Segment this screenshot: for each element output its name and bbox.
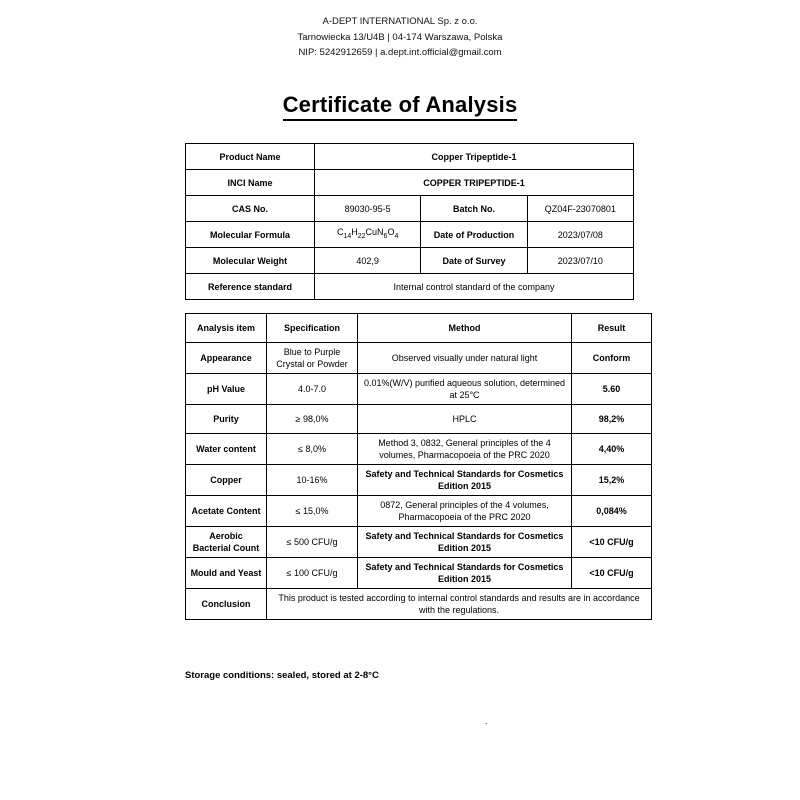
conclusion-label: Conclusion xyxy=(186,589,267,620)
row-method: 0.01%(W/V) purified aqueous solution, determined at 25°C xyxy=(358,374,572,405)
company-contact: NIP: 5242912659 | a.dept.int.official@gmail.com xyxy=(298,47,502,58)
table-row xyxy=(186,434,652,465)
batch-no-value: QZ04F-23070801 xyxy=(527,196,633,222)
row-item: Water content xyxy=(186,434,267,465)
row-spec: Blue to Purple Crystal or Powder xyxy=(267,343,358,374)
table-header-row xyxy=(186,314,652,343)
company-header xyxy=(0,14,800,61)
row-spec: ≤ 500 CFU/g xyxy=(267,527,358,558)
batch-no-label: Batch No. xyxy=(421,196,527,222)
row-item: Purity xyxy=(186,405,267,434)
analysis-results-table xyxy=(185,313,652,620)
row-spec: ≤ 100 CFU/g xyxy=(267,558,358,589)
row-result: <10 CFU/g xyxy=(572,527,652,558)
molecular-weight-value: 402,9 xyxy=(315,248,421,274)
row-result: 4,40% xyxy=(572,434,652,465)
reference-standard-label: Reference standard xyxy=(186,274,315,300)
table-row xyxy=(186,170,634,196)
table-row xyxy=(186,274,634,300)
row-spec: ≤ 8,0% xyxy=(267,434,358,465)
table-row xyxy=(186,374,652,405)
table-row xyxy=(186,527,652,558)
page-title xyxy=(0,92,800,118)
row-result: 98,2% xyxy=(572,405,652,434)
row-spec: ≥ 98,0% xyxy=(267,405,358,434)
table-row xyxy=(186,343,652,374)
row-spec: 10-16% xyxy=(267,465,358,496)
column-header-result: Result xyxy=(572,314,652,343)
company-name: A-DEPT INTERNATIONAL Sp. z o.o. xyxy=(322,16,478,27)
row-spec: ≤ 15,0% xyxy=(267,496,358,527)
row-result: 15,2% xyxy=(572,465,652,496)
product-name-label: Product Name xyxy=(186,144,315,170)
storage-conditions: Storage conditions: sealed, stored at 2-8°C xyxy=(185,670,379,681)
page-title-text: Certificate of Analysis xyxy=(283,92,518,121)
row-item: pH Value xyxy=(186,374,267,405)
row-item: Aerobic Bacterial Count xyxy=(186,527,267,558)
table-row xyxy=(186,558,652,589)
date-of-survey-label: Date of Survey xyxy=(421,248,527,274)
conclusion-text: This product is tested according to internal control standards and results are in accordance with the regulations. xyxy=(267,589,652,620)
row-result: 5.60 xyxy=(572,374,652,405)
row-method: 0872, General principles of the 4 volumes, Pharmacopoeia of the PRC 2020 xyxy=(358,496,572,527)
row-item: Appearance xyxy=(186,343,267,374)
inci-name-value: COPPER TRIPEPTIDE-1 xyxy=(315,170,634,196)
row-spec: 4.0-7.0 xyxy=(267,374,358,405)
column-header-method: Method xyxy=(358,314,572,343)
product-name-value: Copper Tripeptide-1 xyxy=(315,144,634,170)
conclusion-row xyxy=(186,589,652,620)
row-item: Acetate Content xyxy=(186,496,267,527)
reference-standard-value: Internal control standard of the company xyxy=(315,274,634,300)
table-row xyxy=(186,144,634,170)
table-row xyxy=(186,496,652,527)
column-header-specification: Specification xyxy=(267,314,358,343)
cas-no-value: 89030-95-5 xyxy=(315,196,421,222)
table-row xyxy=(186,222,634,248)
date-of-production-label: Date of Production xyxy=(421,222,527,248)
cas-no-label: CAS No. xyxy=(186,196,315,222)
row-method: HPLC xyxy=(358,405,572,434)
row-method: Observed visually under natural light xyxy=(358,343,572,374)
table-row xyxy=(186,405,652,434)
table-row xyxy=(186,465,652,496)
footer-mark: . xyxy=(485,716,488,726)
company-address: Tarnowiecka 13/U4B | 04-174 Warszawa, Polska xyxy=(297,31,503,43)
row-method: Safety and Technical Standards for Cosmetics Edition 2015 xyxy=(358,527,572,558)
row-result: Conform xyxy=(572,343,652,374)
date-of-survey-value: 2023/07/10 xyxy=(527,248,633,274)
row-result: 0,084% xyxy=(572,496,652,527)
molecular-weight-label: Molecular Weight xyxy=(186,248,315,274)
row-item: Copper xyxy=(186,465,267,496)
row-method: Safety and Technical Standards for Cosmetics Edition 2015 xyxy=(358,558,572,589)
molecular-formula-value: $C_{14}H_{22}CuN_6O_4$ xyxy=(315,222,421,248)
table-row xyxy=(186,248,634,274)
column-header-analysis-item: Analysis item xyxy=(186,314,267,343)
date-of-production-value: 2023/07/08 xyxy=(527,222,633,248)
table-row xyxy=(186,196,634,222)
row-item: Mould and Yeast xyxy=(186,558,267,589)
product-info-table xyxy=(185,143,634,300)
inci-name-label: INCI Name xyxy=(186,170,315,196)
molecular-formula-label: Molecular Formula xyxy=(186,222,315,248)
row-result: <10 CFU/g xyxy=(572,558,652,589)
row-method: Safety and Technical Standards for Cosmetics Edition 2015 xyxy=(358,465,572,496)
row-method: Method 3, 0832, General principles of the 4 volumes, Pharmacopoeia of the PRC 2020 xyxy=(358,434,572,465)
